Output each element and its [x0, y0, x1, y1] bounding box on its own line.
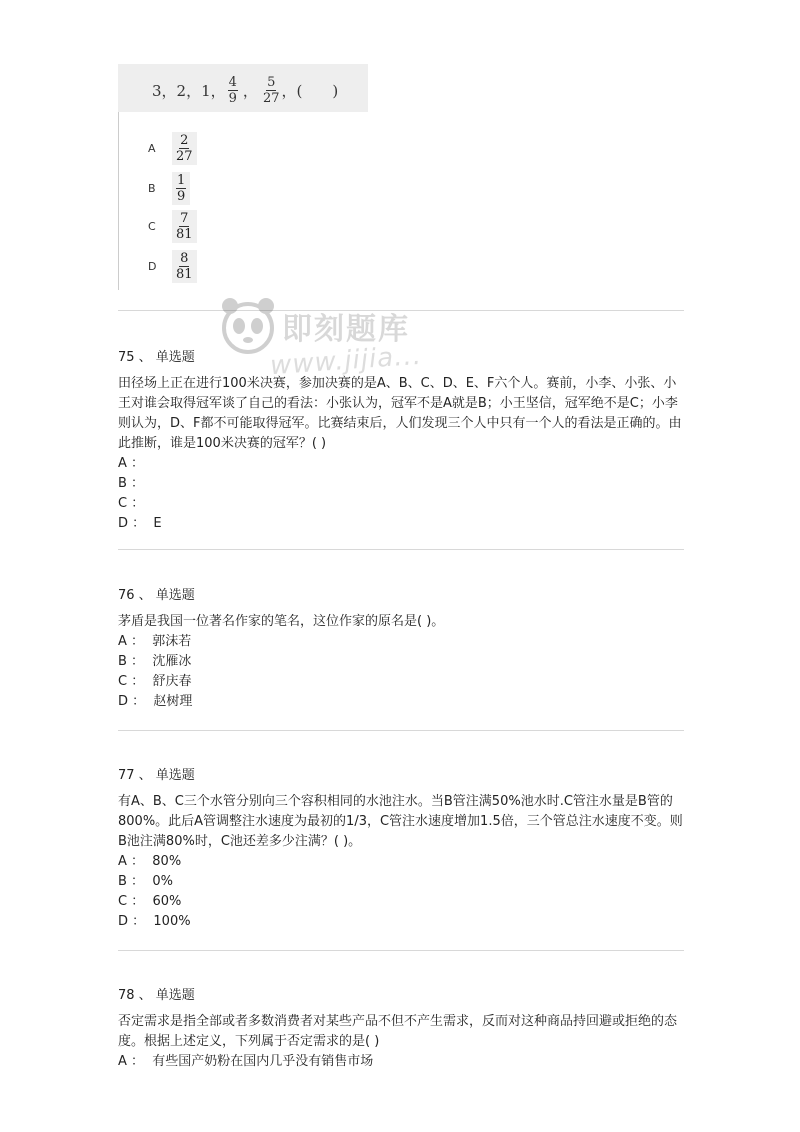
sequence-expression: 3，2，1， $\frac{4}{9}$ ， $\frac{5}{27}$ ，( ): [152, 74, 339, 106]
sequence-lead: 3，2，1，: [152, 81, 226, 100]
option-b[interactable]: B ： 0%: [118, 874, 173, 889]
prev-option-b[interactable]: B $\frac{1}{9}$: [148, 172, 192, 205]
question-text: 有A、B、C三个水管分别向三个容积相同的水池注水。当B管注满50%池水时.C管注水量是B管的800%。此后A管调整注水速度为最初的1/3，C管注水速度增加1.5倍，三个管总注水速度不变。则B池注满80%时，C池还差多少注满？( )。: [118, 794, 683, 849]
divider: [118, 310, 684, 311]
watermark-brand: 即刻题库: [282, 312, 410, 347]
sequence-tail: ，( ): [281, 81, 339, 100]
option-c[interactable]: C ：: [118, 496, 145, 511]
question-77: [118, 766, 684, 932]
watermark-url: www.jijia...: [269, 340, 423, 382]
question-text: 田径场上正在进行100米决赛，参加决赛的是A、B、C、D、E、F六个人。赛前，小李、小张、小王对谁会取得冠军谈了自己的看法：小张认为，冠军不是A就是B；小王坚信，冠军绝不是C；小李则认为，D、F都不可能取得冠军。比赛结束后，人们发现三个人中只有一个人的看法是正确的。由此推断，谁是100米决赛的冠军？( ): [118, 376, 682, 451]
prev-option-c[interactable]: C $\frac{7}{81}$: [148, 210, 199, 243]
question-header: 77 、 单选题: [118, 768, 195, 783]
option-b[interactable]: B ：: [118, 476, 145, 491]
question-header: 75 、 单选题: [118, 350, 195, 365]
option-d[interactable]: D ： 100%: [118, 914, 191, 929]
divider: [118, 549, 684, 550]
option-a[interactable]: A ： 郭沫若: [118, 634, 192, 649]
options-rule: [118, 112, 119, 290]
prev-option-d[interactable]: D $\frac{8}{81}$: [148, 250, 199, 283]
option-c[interactable]: C ： 舒庆春: [118, 674, 192, 689]
option-a[interactable]: A ：: [118, 456, 145, 471]
question-header: 76 、 单选题: [118, 588, 195, 603]
divider: [118, 730, 684, 731]
question-76: [118, 586, 684, 712]
prev-option-a[interactable]: A $\frac{2}{27}$: [148, 132, 199, 165]
option-d[interactable]: D ： E: [118, 516, 162, 531]
question-text: 茅盾是我国一位著名作家的笔名，这位作家的原名是( )。: [118, 614, 445, 629]
divider: [118, 950, 684, 951]
sequence-fraction-2: $\frac{5}{27}$: [262, 74, 280, 106]
sequence-fraction-1: $\frac{4}{9}$: [228, 74, 237, 106]
question-header: 78 、 单选题: [118, 988, 195, 1003]
option-a[interactable]: A ： 80%: [118, 854, 182, 869]
option-c[interactable]: C ： 60%: [118, 894, 182, 909]
option-d[interactable]: D ： 赵树理: [118, 694, 193, 709]
option-a[interactable]: A ： 有些国产奶粉在国内几乎没有销售市场: [118, 1054, 374, 1069]
question-78: [118, 986, 684, 1072]
question-75: [118, 348, 684, 534]
option-b[interactable]: B ： 沈雁冰: [118, 654, 192, 669]
question-text: 否定需求是指全部或者多数消费者对某些产品不但不产生需求，反而对这种商品持回避或拒绝的态度。根据上述定义，下列属于否定需求的是( ): [118, 1014, 678, 1049]
